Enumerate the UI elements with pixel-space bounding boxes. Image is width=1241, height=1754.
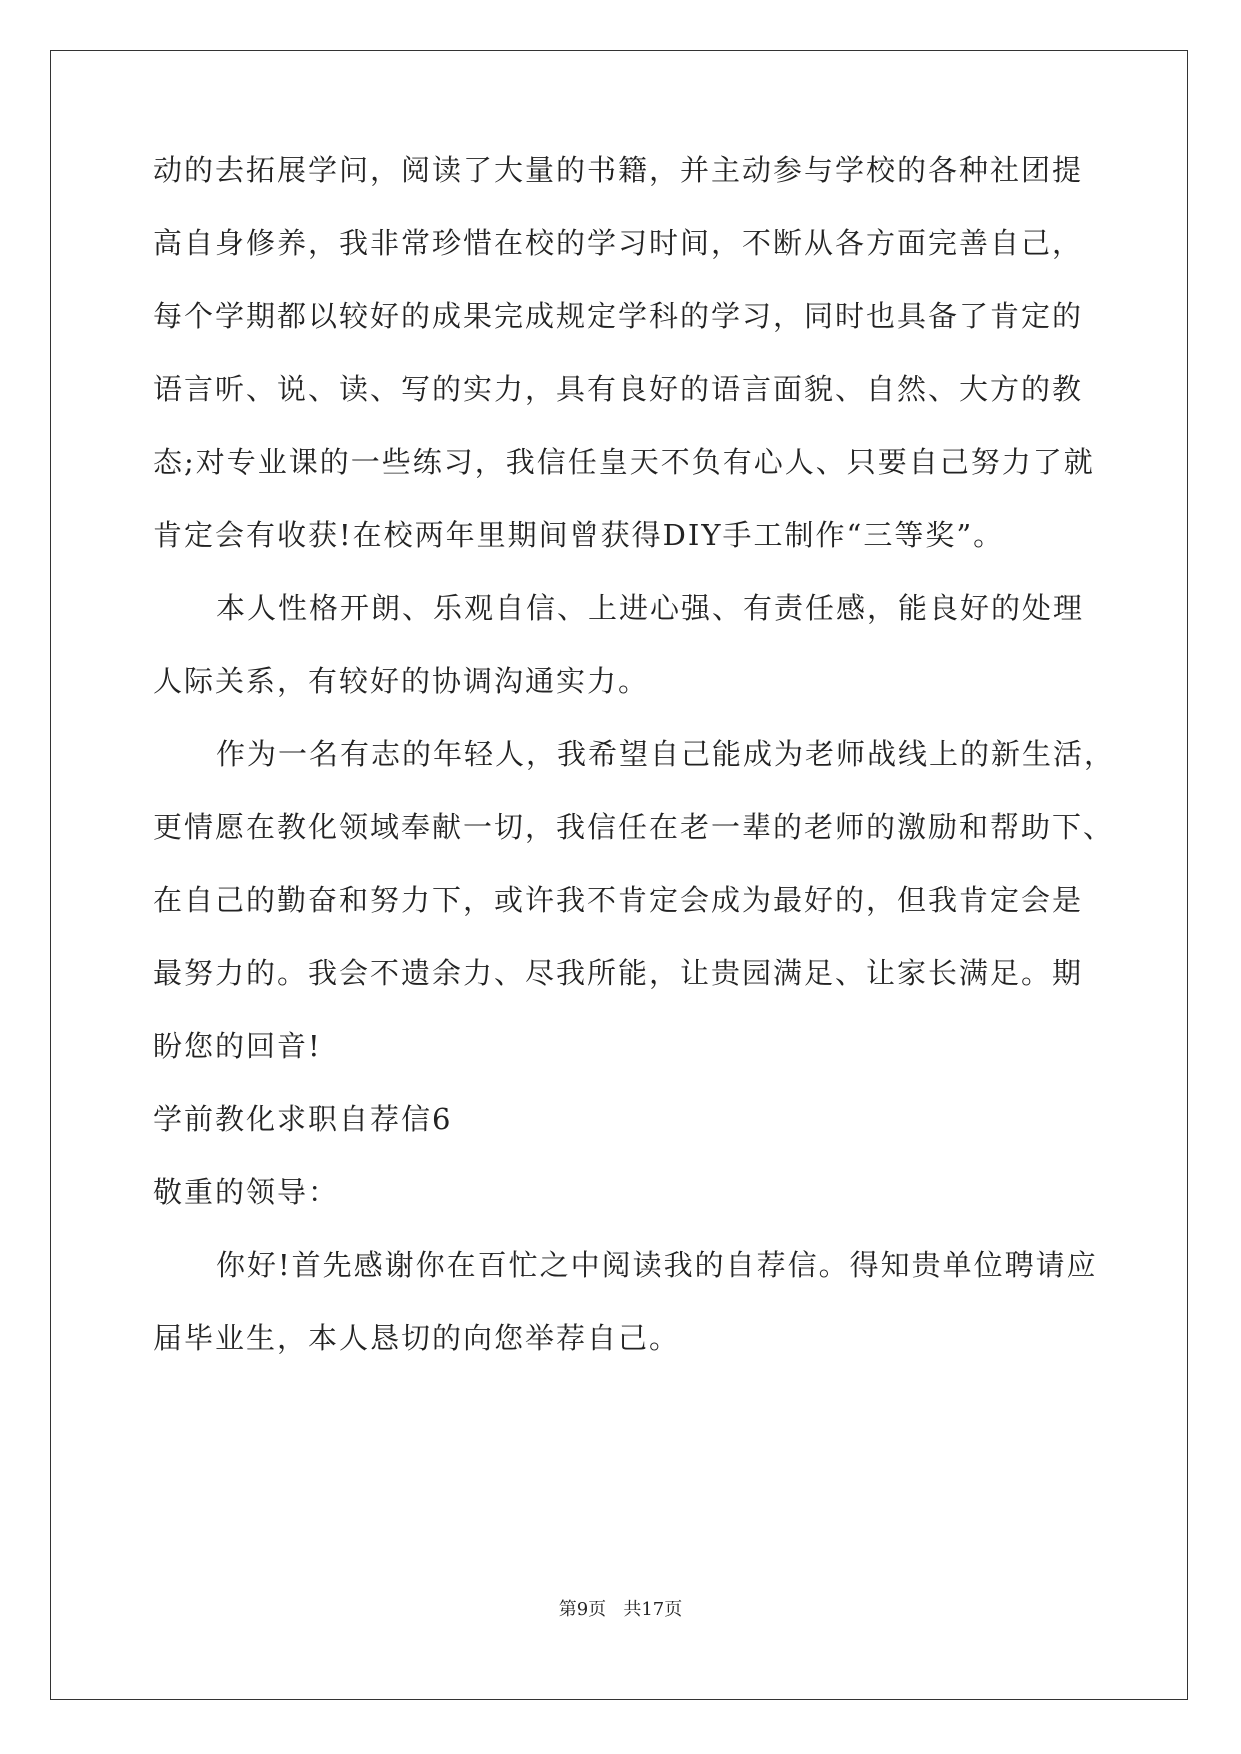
- text-line: 本人性格开朗、乐观自信、上进心强、有责任感，能良好的处理: [216, 591, 1085, 625]
- text-line: 盼您的回音!: [153, 1029, 322, 1063]
- text-line: 肯定会有收获!在校两年里期间曾获得DIY手工制作“三等奖”。: [153, 518, 1005, 552]
- text-line: 动的去拓展学问，阅读了大量的书籍，并主动参与学校的各种社团提: [153, 153, 1084, 187]
- text-line: 届毕业生，本人恳切的向您举荐自己。: [153, 1321, 681, 1355]
- text-line: 每个学期都以较好的成果完成规定学科的学习，同时也具备了肯定的: [153, 299, 1084, 333]
- text-line: 在自己的勤奋和努力下，或许我不肯定会成为最好的，但我肯定会是: [153, 883, 1084, 917]
- text-line: 人际关系，有较好的协调沟通实力。: [153, 664, 650, 698]
- text-line: 你好!首先感谢你在百忙之中阅读我的自荐信。得知贵单位聘请应: [216, 1248, 1098, 1282]
- text-line: 态;对专业课的一些练习，我信任皇天不负有心人、只要自己努力了就: [153, 445, 1095, 479]
- text-line: 高自身修养，我非常珍惜在校的学习时间，不断从各方面完善自己，: [153, 226, 1084, 260]
- text-line: 最努力的。我会不遗余力、尽我所能，让贵园满足、让家长满足。期: [153, 956, 1084, 990]
- text-line: 语言听、说、读、写的实力，具有良好的语言面貌、自然、大方的教: [153, 372, 1084, 406]
- salutation: 敬重的领导：: [153, 1175, 340, 1209]
- section-heading: 学前教化求职自荐信6: [153, 1102, 453, 1136]
- text-line: 更情愿在教化领域奉献一切，我信任在老一辈的老师的激励和帮助下、: [153, 810, 1115, 844]
- text-line: 作为一名有志的年轻人，我希望自己能成为老师战线上的新生活，: [216, 737, 1116, 771]
- page-footer: 第9页 共17页: [558, 1599, 683, 1620]
